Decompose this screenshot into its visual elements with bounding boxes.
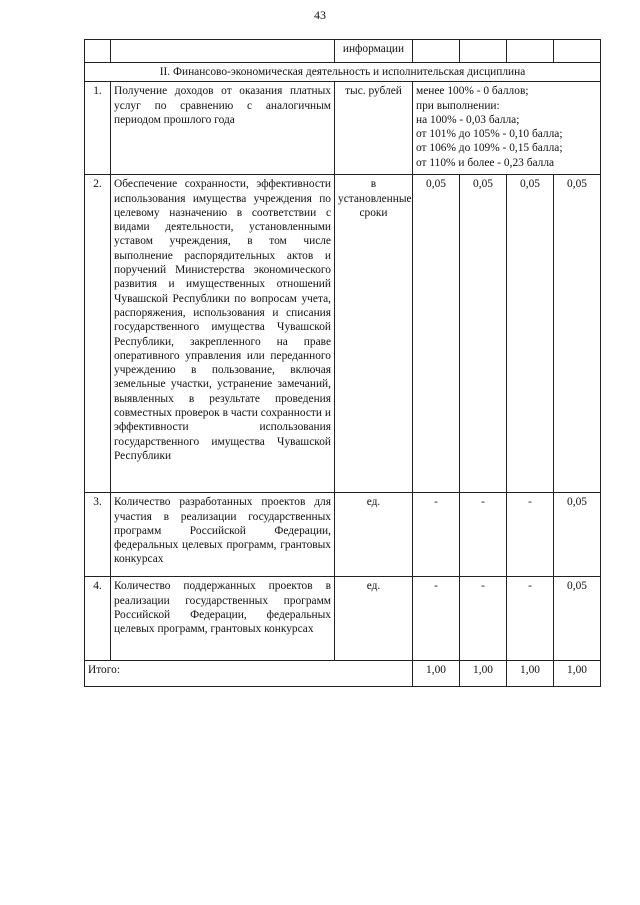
value-cell: 0,05 xyxy=(554,175,601,493)
row-number: 2. xyxy=(85,175,111,493)
score-line: от 106% до 109% - 0,15 балла; xyxy=(416,142,563,155)
value-cell: 0,05 xyxy=(554,493,601,577)
value-cell: - xyxy=(460,577,507,661)
cell-value xyxy=(460,40,507,63)
total-value: 1,00 xyxy=(507,661,554,687)
cell-value xyxy=(413,40,460,63)
cell-value xyxy=(507,40,554,63)
value-cell: 0,05 xyxy=(507,175,554,493)
total-value: 1,00 xyxy=(460,661,507,687)
unit: ед. xyxy=(335,493,413,577)
cell-value xyxy=(554,40,601,63)
value-cell: 0,05 xyxy=(554,577,601,661)
value-cell: - xyxy=(413,493,460,577)
cell-num xyxy=(85,40,111,63)
section-title: II. Финансово-экономическая деятельность и исполнительская дисциплина xyxy=(85,63,601,82)
score-line: на 100% - 0,03 балла; xyxy=(416,113,520,126)
value-cell: - xyxy=(507,493,554,577)
total-value: 1,00 xyxy=(413,661,460,687)
cell-unit: информации xyxy=(335,40,413,63)
criterion-name: Обеспечение сохранности, эффективности использования имущества учреждения по целевому назначению в соответствии с видами деятельности, установленными уставом учреждения, в том числе выполнение распорядительных актов и поручений Министерства экономического развития и имущественных отношений Чувашской Республики по вопросам учета, распоряжения, использования и списания государственного имущества Чувашской Республики, закрепленного на праве оперативного управления или переданного учреждению в пользование, включая земельные участки, устранение замечаний, выявленных в результате проведения совместных проверок в части сохранности и эффективности использования государственного имущества Чувашской Республики xyxy=(111,175,335,493)
table-row xyxy=(85,82,601,175)
table-row xyxy=(85,577,601,661)
score-line: менее 100% - 0 баллов; xyxy=(416,85,529,98)
criterion-name: Количество поддержанных проектов в реализации государственных программ Российской Федерации, федеральных целевых программ, грантовых конкурсах xyxy=(111,577,335,661)
total-row xyxy=(85,661,601,687)
value-cell: - xyxy=(413,577,460,661)
value-cell: 0,05 xyxy=(413,175,460,493)
value-cell: 0,05 xyxy=(460,175,507,493)
unit: ед. xyxy=(335,577,413,661)
total-label: Итого: xyxy=(85,661,413,687)
table-row xyxy=(85,175,601,493)
score-line: от 101% до 105% - 0,10 балла; xyxy=(416,128,563,141)
page-number: 43 xyxy=(314,8,326,22)
score-line: при выполнении: xyxy=(416,99,500,112)
criteria-table xyxy=(84,39,601,687)
row-number: 1. xyxy=(85,82,111,175)
criterion-name: Количество разработанных проектов для участия в реализации государственных программ Российской Федерации, федеральных целевых программ, грантовых конкурсах xyxy=(111,493,335,577)
section-header-row xyxy=(85,63,601,82)
value-cell: - xyxy=(460,493,507,577)
score-scale xyxy=(413,82,601,175)
criterion-name: Получение доходов от оказания платных услуг по сравнению с аналогичным периодом прошлого года xyxy=(111,82,335,175)
cell-name xyxy=(111,40,335,63)
unit: в установленные сроки xyxy=(335,175,413,493)
total-value: 1,00 xyxy=(554,661,601,687)
row-number: 4. xyxy=(85,577,111,661)
row-number: 3. xyxy=(85,493,111,577)
value-cell: - xyxy=(507,577,554,661)
table-row-continuation xyxy=(85,40,601,63)
unit: тыс. рублей xyxy=(335,82,413,175)
score-line: от 110% и более - 0,23 балла xyxy=(416,156,555,169)
table-row xyxy=(85,493,601,577)
